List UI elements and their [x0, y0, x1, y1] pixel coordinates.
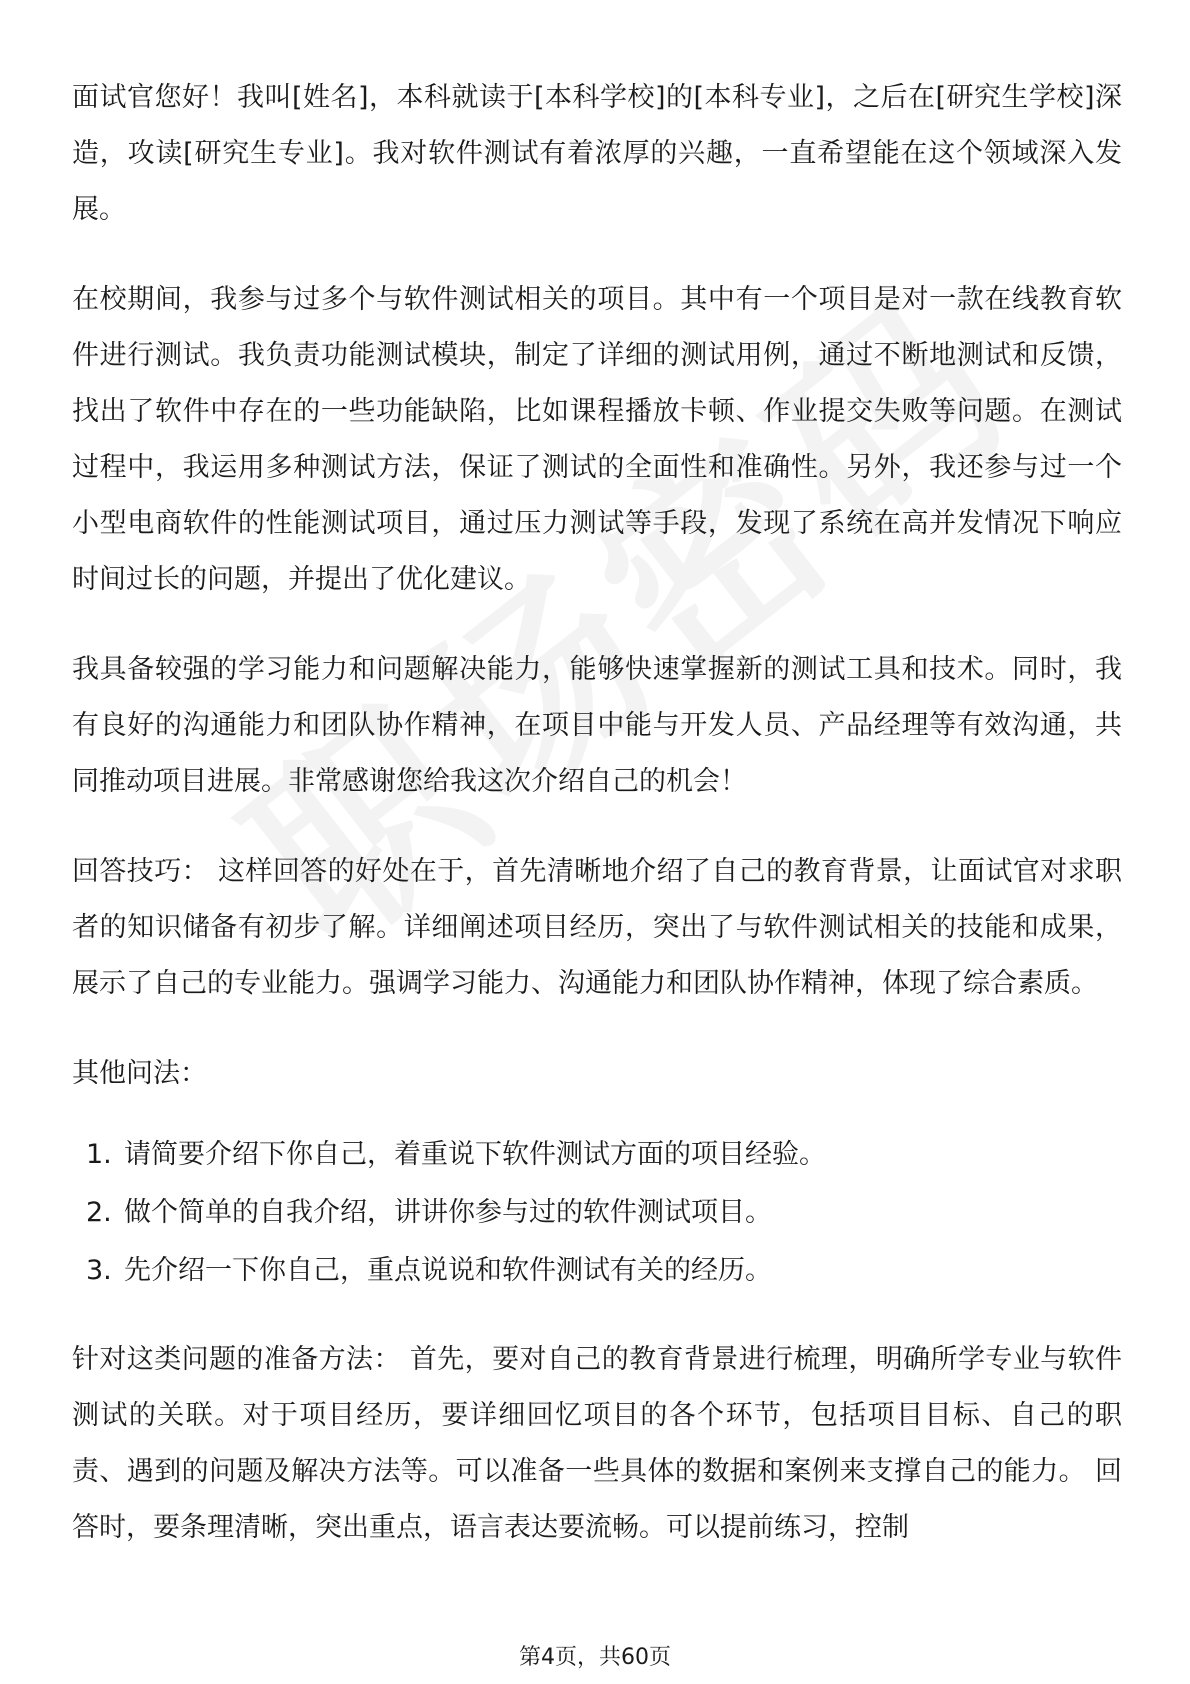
- list-item-text: 先介绍一下你自己，重点说说和软件测试有关的经历。: [124, 1255, 772, 1286]
- projects-paragraph: 在校期间，我参与过多个与软件测试相关的项目。其中有一个项目是对一款在线教育软件进行测试。我负责功能测试模块，制定了详细的测试用例，通过不断地测试和反馈，找出了软件中存在的一些功能缺陷，比如课程播放卡顿、作业提交失败等问题。在测试过程中，我运用多种测试方法，保证了测试的全面性和准确性。另外，我还参与过一个小型电商软件的性能测试项目，通过压力测试等手段，发现了系统在高并发情况下响应时间过长的问题，并提出了优化建议。: [72, 284, 1122, 595]
- other-questions-list: [72, 1126, 1122, 1300]
- abilities-paragraph: 我具备较强的学习能力和问题解决能力，能够快速掌握新的测试工具和技术。同时，我有良好的沟通能力和团队协作精神，在项目中能与开发人员、产品经理等有效沟通，共同推动项目进展。非常感谢您给我这次介绍自己的机会！: [72, 654, 1122, 797]
- page-number: 第4页，共60页: [519, 1645, 671, 1670]
- other-questions-label: 其他问法：: [72, 1058, 207, 1089]
- list-item-number: 3.: [86, 1255, 112, 1286]
- tips-paragraph: 回答技巧： 这样回答的好处在于，首先清晰地介绍了自己的教育背景，让面试官对求职者的知识储备有初步了解。详细阐述项目经历，突出了与软件测试相关的技能和成果，展示了自己的专业能力。强调学习能力、沟通能力和团队协作精神，体现了综合素质。: [72, 856, 1122, 999]
- list-item-number: 1.: [86, 1139, 112, 1170]
- intro-paragraph: 面试官您好！我叫[姓名]，本科就读于[本科学校]的[本科专业]，之后在[研究生学校]深造，攻读[研究生专业]。我对软件测试有着浓厚的兴趣，一直希望能在这个领域深入发展。: [72, 82, 1122, 225]
- list-item-text: 请简要介绍下你自己，着重说下软件测试方面的项目经验。: [124, 1139, 826, 1170]
- list-item: [86, 1242, 1122, 1300]
- list-item: [86, 1184, 1122, 1242]
- list-item-number: 2.: [86, 1197, 112, 1228]
- document-body: [72, 70, 1122, 1590]
- list-item: [86, 1126, 1122, 1184]
- list-item-text: 做个简单的自我介绍，讲讲你参与过的软件测试项目。: [124, 1197, 772, 1228]
- preparation-paragraph: 针对这类问题的准备方法： 首先，要对自己的教育背景进行梳理，明确所学专业与软件测试的关联。对于项目经历，要详细回忆项目的各个环节，包括项目目标、自己的职责、遇到的问题及解决方法等。可以准备一些具体的数据和案例来支撑自己的能力。 回答时，要条理清晰，突出重点，语言表达要流畅。可以提前练习，控制: [72, 1344, 1122, 1543]
